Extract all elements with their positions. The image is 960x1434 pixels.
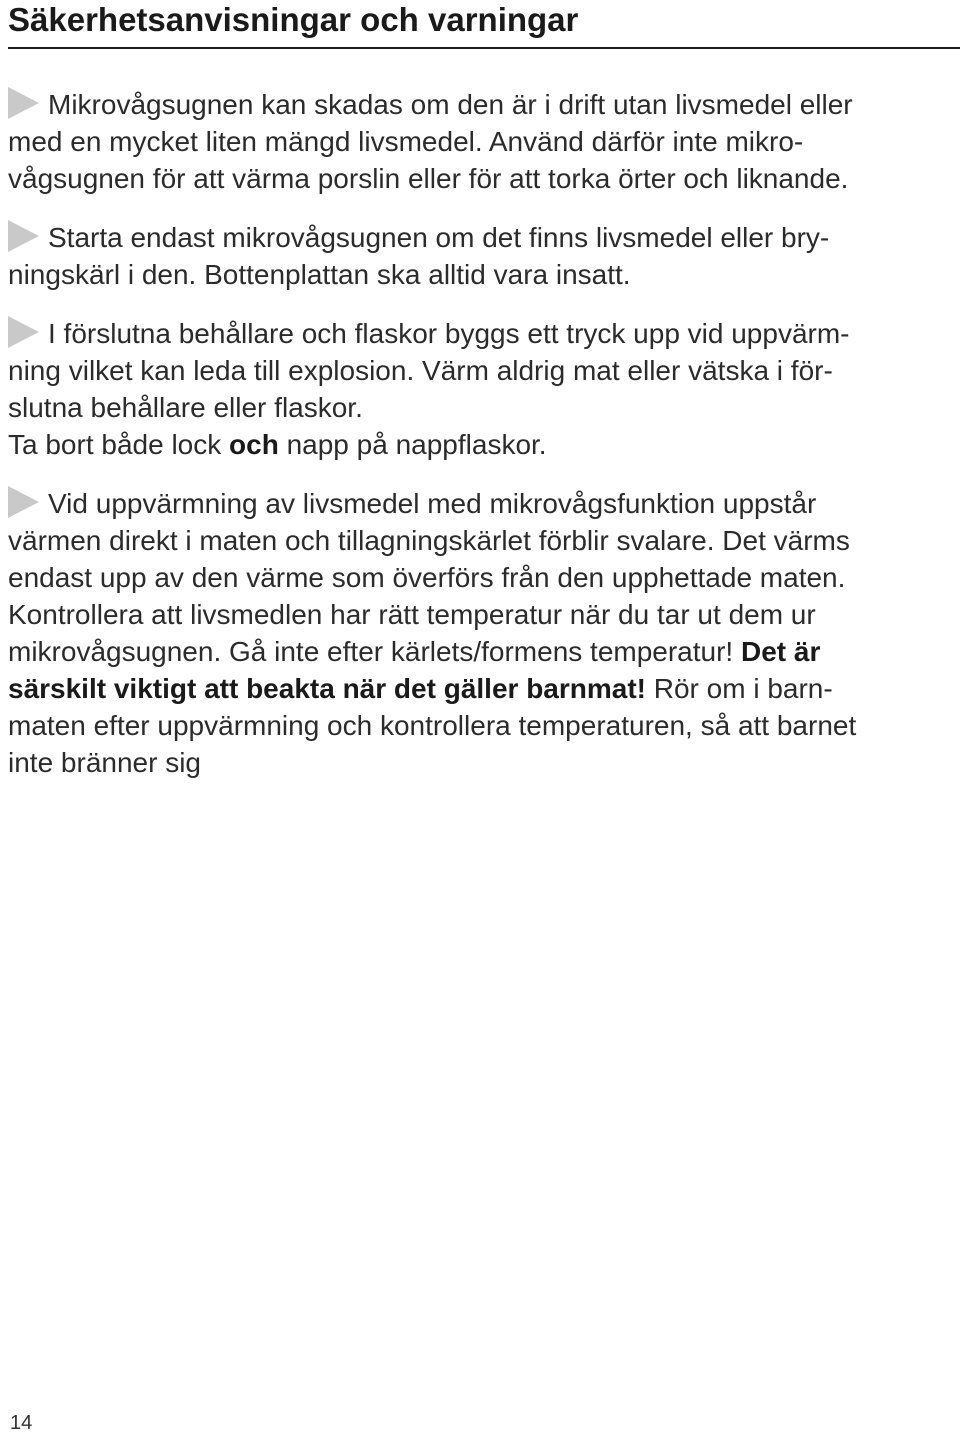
warning-3-line-4: [8, 426, 956, 463]
warning-4-text-6: Rör om i barn-: [645, 673, 833, 704]
warning-4-line-5: [8, 633, 956, 670]
warning-3-line-2: ning vilket kan leda till explosion. Värm aldrig mat eller vätska i för-: [8, 355, 833, 386]
warning-3-text-before: Ta bort både lock: [8, 429, 230, 460]
warning-4-line-7: maten efter uppvärmning och kontrollera temperaturen, så att barnet: [8, 710, 857, 741]
title-divider: [8, 47, 960, 49]
warning-1-line-2: med en mycket liten mängd livsmedel. Använd därför inte mikro-: [8, 126, 804, 157]
warning-1-line-3: vågsugnen för att värma porslin eller för att torka örter och liknande.: [8, 163, 849, 194]
warning-4-line-3: endast upp av den värme som överförs från den upphettade maten.: [8, 562, 846, 593]
warning-4-line-4: Kontrollera att livsmedlen har rätt temperatur när du tar ut dem ur: [8, 599, 816, 630]
warning-1-text-1: Mikrovågsugnen kan skadas om den är i drift utan livsmedel eller: [48, 89, 853, 120]
warning-4-line-2: värmen direkt i maten och tillagningskärlet förblir svalare. Det värms: [8, 525, 850, 556]
warning-4-text-1: Vid uppvärmning av livsmedel med mikrovågsfunktion uppstår: [48, 488, 817, 519]
warning-item-4: [8, 485, 956, 781]
warning-2-line-1: [8, 219, 956, 256]
warning-4-emphasis-2: särskilt viktigt att beakta när det gäller barnmat!: [8, 673, 646, 704]
warning-item-3: [8, 315, 956, 463]
warning-4-line-1: [8, 485, 956, 522]
page-title: Säkerhetsanvisningar och varningar: [8, 1, 579, 38]
triangle-right-icon: [8, 486, 39, 518]
warning-3-text-1: I förslutna behållare och flaskor byggs ett tryck upp vid uppvärm-: [48, 318, 850, 349]
warnings-list: [8, 86, 956, 803]
warning-3-line-1: [8, 315, 956, 352]
warning-3-line-3: slutna behållare eller flaskor.: [8, 392, 363, 423]
warning-item-2: [8, 219, 956, 293]
warning-4-text-5: mikrovågsugnen. Gå inte efter kärlets/formens temperatur!: [8, 636, 741, 667]
page-number: 14: [10, 1412, 33, 1434]
triangle-right-icon: [8, 87, 39, 119]
warning-item-1: [8, 86, 956, 197]
warning-4-emphasis-1: Det är: [741, 636, 821, 667]
warning-1-line-1: [8, 86, 956, 123]
warning-2-line-2: ningskärl i den. Bottenplattan ska alltid vara insatt.: [8, 259, 631, 290]
triangle-right-icon: [8, 220, 39, 252]
warning-3-text-after: napp på nappflaskor.: [278, 429, 547, 460]
triangle-right-icon: [8, 316, 39, 348]
warning-4-line-6: [8, 670, 956, 707]
warning-3-emphasis: och: [229, 429, 279, 460]
warning-2-text-1: Starta endast mikrovågsugnen om det finns livsmedel eller bry-: [48, 222, 830, 253]
warning-4-line-8: inte bränner sig: [8, 747, 202, 778]
